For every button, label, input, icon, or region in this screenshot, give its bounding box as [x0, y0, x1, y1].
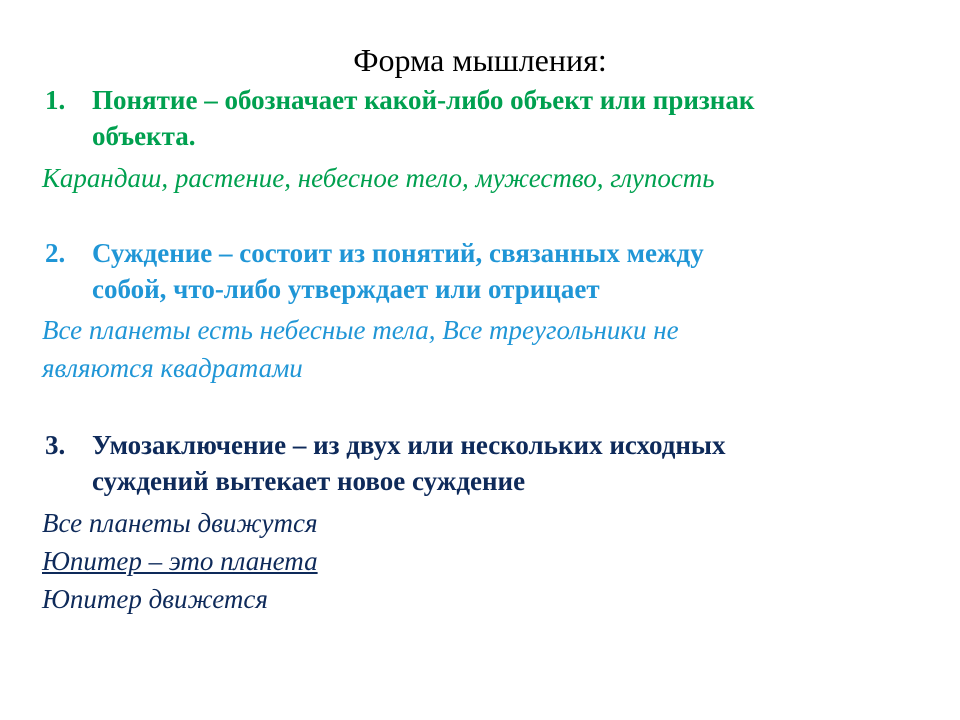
example-line: Юпитер движется [42, 584, 268, 614]
slide-title: Форма мышления: [353, 42, 607, 78]
example-line-underlined: Юпитер – это планета [42, 546, 318, 576]
list-number: 2. [45, 238, 66, 268]
list-number: 1. [45, 85, 66, 115]
list-item-text-line: Суждение – состоит из понятий, связанных между [92, 238, 704, 268]
example-line-wrapper [42, 543, 902, 579]
list-item-text-line: суждений вытекает новое суждение [92, 466, 526, 496]
list-item-text-line: Понятие – обозначает какой-либо объект или признак [92, 85, 755, 115]
list-item-judgment [45, 235, 885, 307]
list-item-concept [45, 82, 885, 154]
example-line: являются квадратами [42, 353, 303, 383]
example-line: Все планеты есть небесные тела, Все треугольники не [42, 315, 679, 345]
list-item-text-line: Умозаключение – из двух или нескольких исходных [92, 430, 726, 460]
list-item-text-line: собой, что-либо утверждает или отрицает [92, 274, 600, 304]
list-item-text-line: объекта. [92, 121, 196, 151]
list-number: 3. [45, 430, 66, 460]
list-item-inference [45, 427, 885, 499]
example-line: Карандаш, растение, небесное тело, мужество, глупость [42, 163, 715, 193]
example-line: Все планеты движутся [42, 508, 318, 538]
